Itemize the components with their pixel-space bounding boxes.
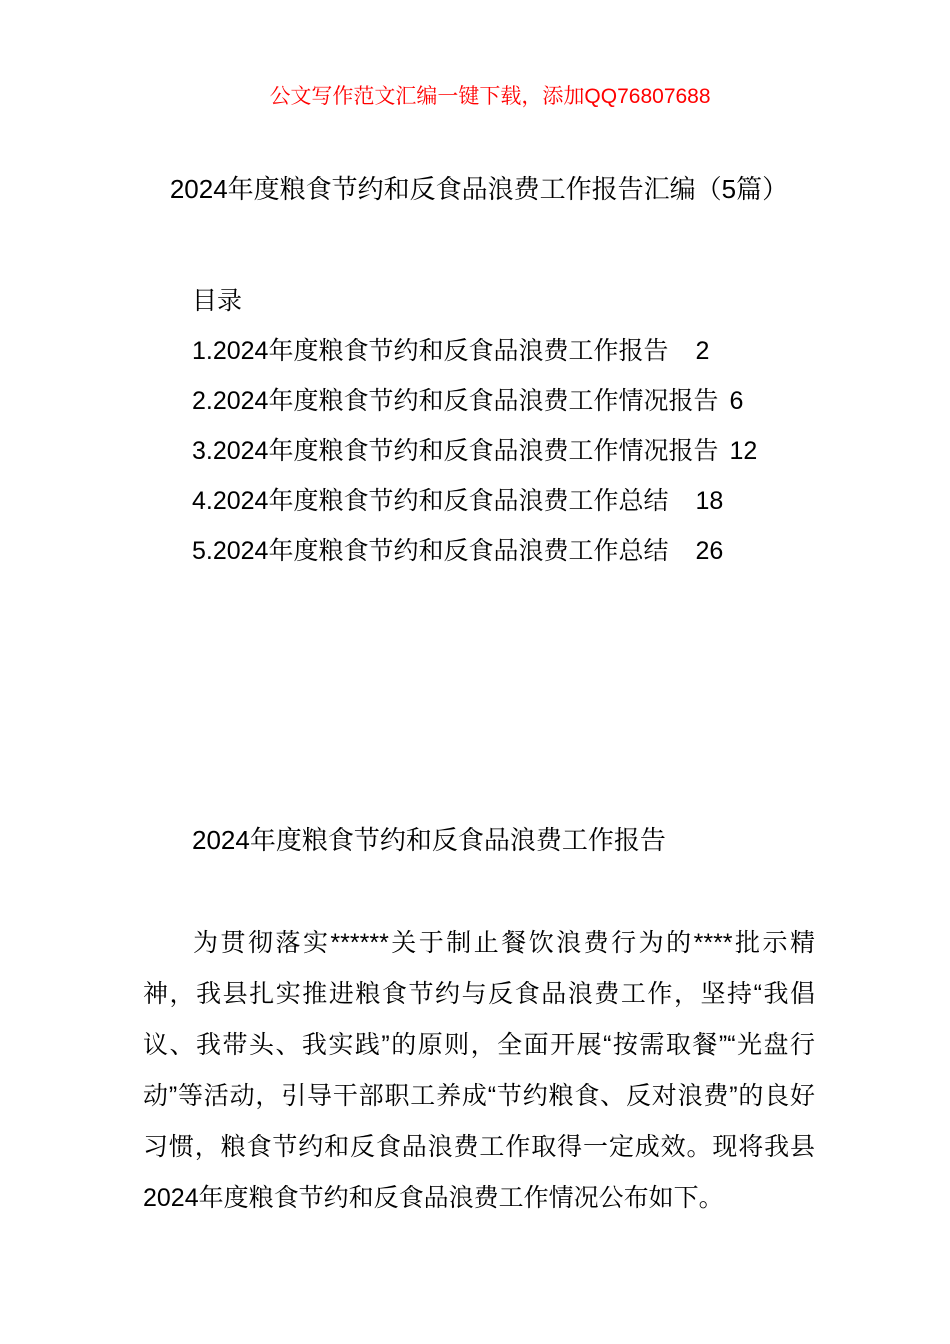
table-of-contents	[192, 276, 757, 576]
toc-item	[192, 326, 757, 376]
toc-item	[192, 376, 757, 426]
toc-list	[192, 326, 757, 576]
toc-item-label: 3.2024年度粮食节约和反食品浪费工作情况报告	[192, 437, 719, 465]
toc-item	[192, 426, 757, 476]
toc-heading: 目录	[192, 287, 243, 315]
toc-item	[192, 476, 757, 526]
toc-item-page: 18	[695, 487, 724, 515]
toc-item-page: 26	[695, 537, 724, 565]
toc-item-page: 2	[695, 337, 710, 365]
toc-item-label: 2.2024年度粮食节约和反食品浪费工作情况报告	[192, 387, 719, 415]
toc-item-label: 1.2024年度粮食节约和反食品浪费工作报告	[192, 337, 669, 365]
toc-item-label: 5.2024年度粮食节约和反食品浪费工作总结	[192, 537, 669, 565]
toc-item-label: 4.2024年度粮食节约和反食品浪费工作总结	[192, 487, 669, 515]
document-title: 2024年度粮食节约和反食品浪费工作报告汇编（5篇）	[169, 174, 789, 204]
body-paragraph: 为贯彻落实******关于制止餐饮浪费行为的****批示精神，我县扎实推进粮食节约与反食品浪费工作，坚持“我倡议、我带头、我实践”的原则，全面开展“按需取餐”“光盘行动”等活动，引导干部职工养成“节约粮食、反对浪费”的良好习惯，粮食节约和反食品浪费工作取得一定成效。现将我县2024年度粮食节约和反食品浪费工作情况公布如下。	[143, 929, 815, 1212]
toc-item	[192, 526, 757, 576]
section-title: 2024年度粮食节约和反食品浪费工作报告	[192, 825, 666, 855]
promo-banner: 公文写作范文汇编一键下载，添加QQ76807688	[269, 85, 711, 108]
toc-item-page: 12	[729, 437, 758, 465]
toc-item-page: 6	[729, 387, 744, 415]
